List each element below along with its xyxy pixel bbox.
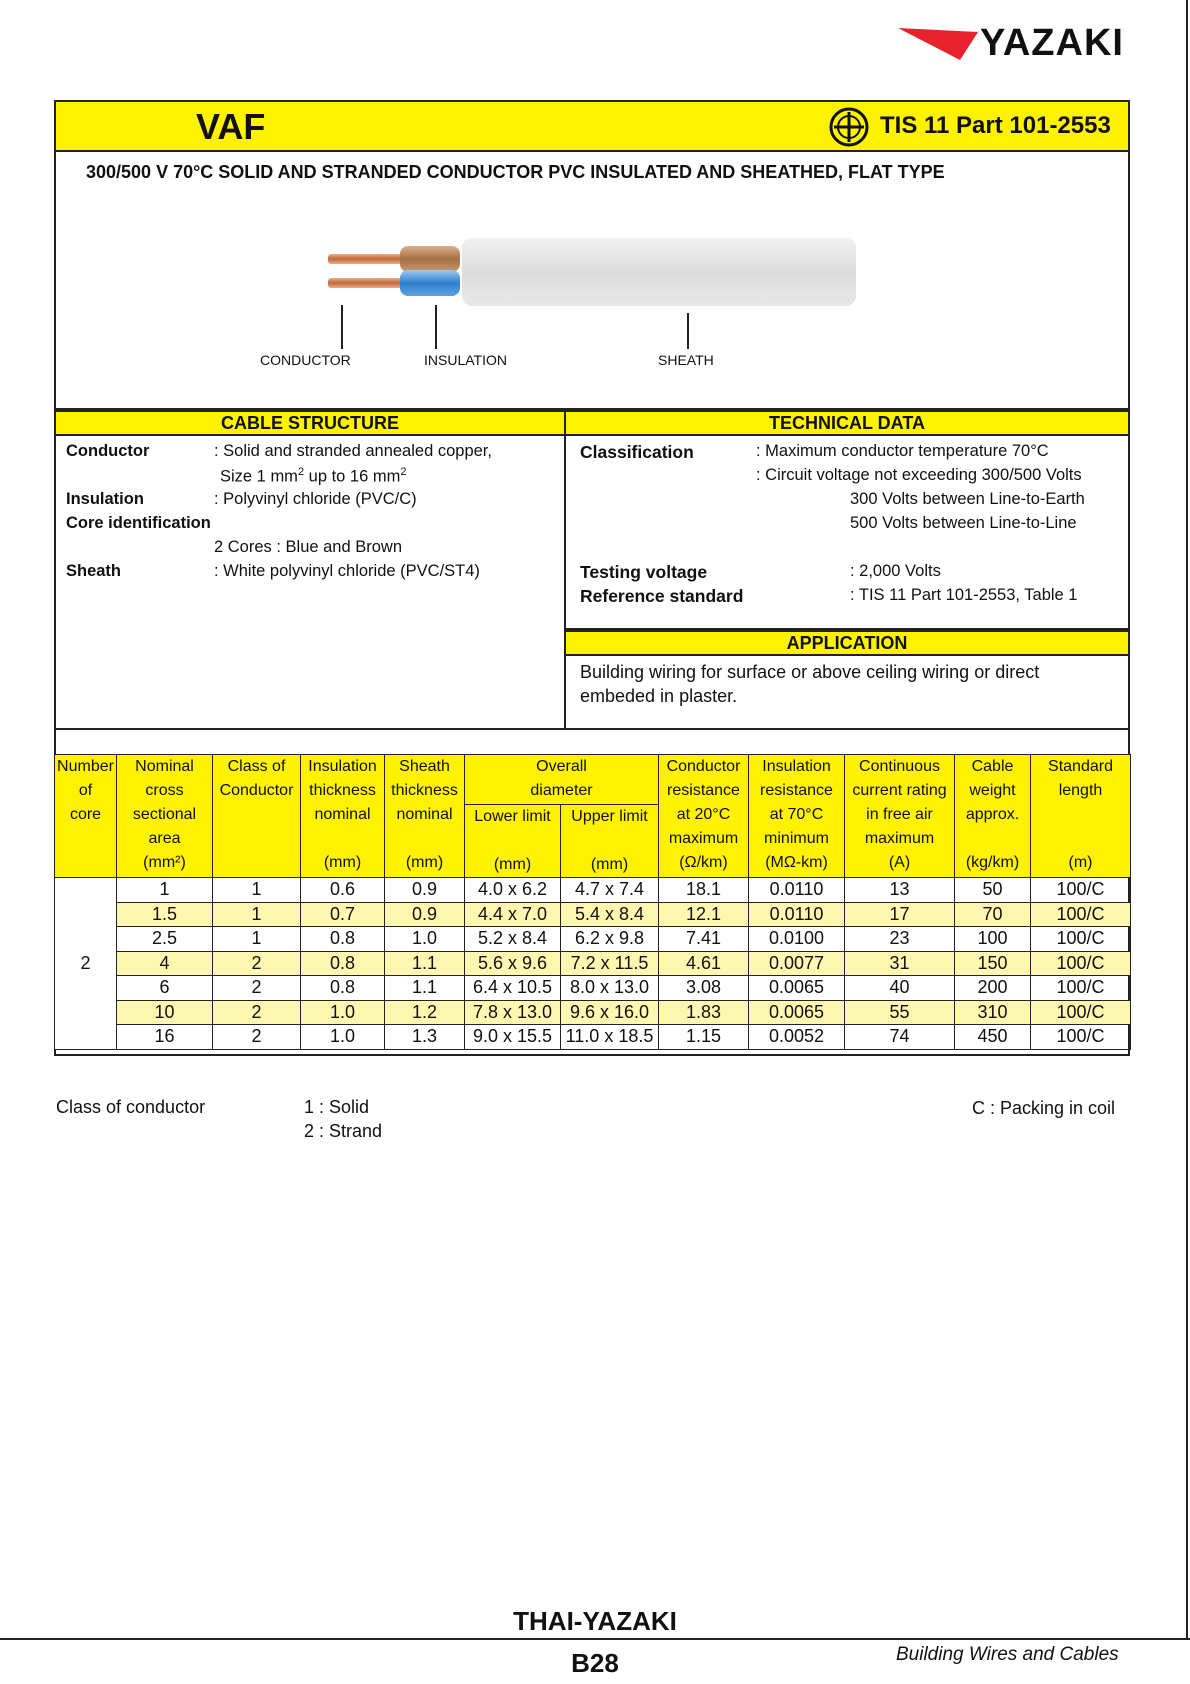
product-name: VAF <box>196 106 266 147</box>
table-cell: 100/C <box>1031 951 1131 976</box>
table-cell: 1.1 <box>385 976 465 1001</box>
header-line: Upper limit <box>571 808 648 825</box>
table-row <box>55 951 1131 976</box>
table-cell: 1.3 <box>385 1025 465 1050</box>
table-cell: 3.08 <box>659 976 749 1001</box>
header-line: thickness <box>309 782 376 799</box>
header-line: Insulation <box>308 758 377 775</box>
sheath-label: SHEATH <box>658 352 714 368</box>
header-line: (mm) <box>323 854 362 871</box>
header-line: maximum <box>668 830 739 847</box>
class-1-note: 1 : Solid <box>304 1097 370 1117</box>
header-line: Standard <box>1048 758 1113 775</box>
table-cell: 0.8 <box>301 927 385 952</box>
table-cell: 0.0065 <box>749 1000 845 1025</box>
table-cell: 40 <box>845 976 955 1001</box>
table-cell: 100/C <box>1031 1000 1131 1025</box>
header-line: Number <box>57 758 114 775</box>
table-cell: 100/C <box>1031 878 1131 903</box>
table-cell: 4.4 x 7.0 <box>465 902 561 927</box>
core-id-value: 2 Cores : Blue and Brown <box>214 538 403 556</box>
header-line: in free air <box>866 806 933 823</box>
table-cell: 1.1 <box>385 951 465 976</box>
classification-voltage: : Circuit voltage not exceeding 300/500 Volts <box>756 466 1082 484</box>
header-line: Lower limit <box>474 808 551 825</box>
header-line <box>385 827 464 851</box>
header-line: Insulation <box>762 758 831 775</box>
table-cell: 70 <box>955 902 1031 927</box>
header-line: maximum <box>864 830 935 847</box>
table-cell: 8.0 x 13.0 <box>561 976 659 1001</box>
table-cell: 100 <box>955 927 1031 952</box>
header-line: (mm²) <box>143 854 186 871</box>
cable-illustration <box>326 238 858 310</box>
table-row <box>55 976 1131 1001</box>
table-cell: 100/C <box>1031 927 1131 952</box>
header-line <box>561 829 658 853</box>
table-cell: 0.8 <box>301 976 385 1001</box>
header-line: sectional <box>132 806 197 823</box>
table-cell: 0.6 <box>301 878 385 903</box>
reference-standard-value: : TIS 11 Part 101-2553, Table 1 <box>850 586 1078 604</box>
header-line: (MΩ-km) <box>765 854 828 871</box>
table-row <box>55 1025 1131 1050</box>
table-cell: 1.5 <box>117 902 213 927</box>
table-cell: 0.0110 <box>749 878 845 903</box>
sup: 2 <box>400 466 407 478</box>
testing-voltage-heading: Testing voltage <box>580 562 708 582</box>
table-cell: 5.4 x 8.4 <box>561 902 659 927</box>
table-cell: 7.2 x 11.5 <box>561 951 659 976</box>
table-row <box>55 878 1131 903</box>
table-cell: 1.0 <box>301 1000 385 1025</box>
conductor-label: CONDUCTOR <box>260 352 351 368</box>
table-cell: 2 <box>213 951 301 976</box>
table-cell: 6 <box>117 976 213 1001</box>
table-cell: 1.83 <box>659 1000 749 1025</box>
header-line: nominal <box>314 806 371 823</box>
class-2-note: 2 : Strand <box>304 1121 383 1141</box>
header-sheath-thickness <box>385 755 465 878</box>
header-class-of-conductor <box>213 755 301 878</box>
header-line: resistance <box>667 782 740 799</box>
footer-company: THAI-YAZAKI <box>513 1606 677 1636</box>
header-line: (mm) <box>493 856 532 873</box>
sheath-pointer <box>687 313 689 349</box>
header-line: length <box>1058 782 1103 799</box>
table-cell: 100/C <box>1031 976 1131 1001</box>
header-insulation-thickness <box>301 755 385 878</box>
classification-temp: : Maximum conductor temperature 70°C <box>756 442 1049 460</box>
header-line <box>1031 827 1130 851</box>
page-edge-rule <box>1186 0 1188 1640</box>
table-cell: 0.0110 <box>749 902 845 927</box>
insulation-pointer <box>435 305 437 349</box>
table-cell: 74 <box>845 1025 955 1050</box>
table-cell: 0.0052 <box>749 1025 845 1050</box>
class-of-conductor-label: Class of conductor <box>56 1097 206 1117</box>
classification-heading: Classification <box>580 442 694 462</box>
table-cell: 5.6 x 9.6 <box>465 951 561 976</box>
sheath-heading: Sheath <box>66 562 122 580</box>
header-line <box>465 829 560 853</box>
table-cell: 7.41 <box>659 927 749 952</box>
brand-name: YAZAKI <box>980 22 1124 64</box>
table-cell: 0.7 <box>301 902 385 927</box>
table-cell: 2.5 <box>117 927 213 952</box>
header-line: (m) <box>1068 854 1093 871</box>
header-line: (kg/km) <box>965 854 1020 871</box>
classification-line-line: 500 Volts between Line-to-Line <box>850 514 1077 532</box>
table-cell: 0.9 <box>385 902 465 927</box>
table-cell: 9.6 x 16.0 <box>561 1000 659 1025</box>
header-line: Conductor <box>666 758 741 775</box>
header-line: current rating <box>852 782 947 799</box>
application-line-1: Building wiring for surface or above ceiling wiring or direct <box>580 662 1040 682</box>
table-cell: 9.0 x 15.5 <box>465 1025 561 1050</box>
table-cell: 1.2 <box>385 1000 465 1025</box>
table-cell: 0.0077 <box>749 951 845 976</box>
footer-rule <box>0 1638 1190 1640</box>
table-cell: 55 <box>845 1000 955 1025</box>
testing-voltage-value: : 2,000 Volts <box>850 562 941 580</box>
sheath-value: : White polyvinyl chloride (PVC/ST4) <box>214 562 480 580</box>
conductor-value: : Solid and stranded annealed copper, <box>214 442 492 460</box>
table-cell: 100/C <box>1031 902 1131 927</box>
table-cell: 310 <box>955 1000 1031 1025</box>
header-line: (mm) <box>590 856 629 873</box>
header-line: Cable <box>971 758 1014 775</box>
header-line: core <box>69 806 102 823</box>
header-conductor-resistance <box>659 755 749 878</box>
conductor-pointer <box>341 305 343 349</box>
header-lower-limit <box>465 805 561 878</box>
header-line: nominal <box>396 806 453 823</box>
header-standard-length <box>1031 755 1131 878</box>
header-line: Conductor <box>219 782 294 799</box>
header-line: Class of <box>227 758 286 775</box>
header-line: Continuous <box>859 758 940 775</box>
conductor-heading: Conductor <box>66 442 150 460</box>
table-cell: 6.4 x 10.5 <box>465 976 561 1001</box>
header-line: Nominal <box>135 758 194 775</box>
footer-category: Building Wires and Cables <box>896 1644 1119 1665</box>
table-cell: 13 <box>845 878 955 903</box>
header-line: (A) <box>888 854 911 871</box>
table-cell: 2 <box>213 1025 301 1050</box>
header-line: minimum <box>764 830 829 847</box>
table-cell: 1 <box>213 902 301 927</box>
table-cell: 10 <box>117 1000 213 1025</box>
table-cell: 200 <box>955 976 1031 1001</box>
table-cell: 1 <box>213 878 301 903</box>
cable-structure-header: CABLE STRUCTURE <box>54 410 566 436</box>
header-line <box>955 827 1030 851</box>
header-line: (mm) <box>405 854 444 871</box>
header-line: weight <box>969 782 1016 799</box>
header-cable-weight <box>955 755 1031 878</box>
table-cell: 1.0 <box>385 927 465 952</box>
table-cell: 4.61 <box>659 951 749 976</box>
insulation-label: INSULATION <box>424 352 507 368</box>
specification-table <box>54 754 1131 1050</box>
header-line <box>301 827 384 851</box>
table-cell: 0.9 <box>385 878 465 903</box>
reference-standard-heading: Reference standard <box>580 586 744 606</box>
table-cell: 31 <box>845 951 955 976</box>
table-cell: 23 <box>845 927 955 952</box>
tis-standard-mark-icon <box>828 106 870 148</box>
header-line: Sheath <box>399 758 450 775</box>
table-cell: 4.7 x 7.4 <box>561 878 659 903</box>
page-number: B28 <box>571 1648 619 1678</box>
table-cell: 17 <box>845 902 955 927</box>
packing-note: C : Packing in coil <box>972 1098 1116 1118</box>
header-line: at 20°C <box>676 806 731 823</box>
insulation-value: : Polyvinyl chloride (PVC/C) <box>214 490 417 508</box>
table-cell: 0.0100 <box>749 927 845 952</box>
table-cell: 0.8 <box>301 951 385 976</box>
header-overall-diameter <box>465 755 659 805</box>
table-cell: 2 <box>213 976 301 1001</box>
table-cell: 50 <box>955 878 1031 903</box>
sup: 2 <box>297 466 305 478</box>
table-cell: 12.1 <box>659 902 749 927</box>
header-line: at 70°C <box>769 806 824 823</box>
header-line: diameter <box>530 782 593 799</box>
table-cell: 16 <box>117 1025 213 1050</box>
table-cell: 7.8 x 13.0 <box>465 1000 561 1025</box>
table-cell: 1 <box>213 927 301 952</box>
table-cell: 11.0 x 18.5 <box>561 1025 659 1050</box>
table-cell: 6.2 x 9.8 <box>561 927 659 952</box>
header-line: approx. <box>965 806 1020 823</box>
table-cell: 1.0 <box>301 1025 385 1050</box>
table-cell: 450 <box>955 1025 1031 1050</box>
header-line: area <box>148 830 181 847</box>
table-cell: 1 <box>117 878 213 903</box>
conductor-size <box>220 466 406 487</box>
header-line: of <box>78 782 93 799</box>
header-upper-limit <box>561 805 659 878</box>
insulation-heading: Insulation <box>66 490 144 508</box>
divider <box>54 728 1130 730</box>
header-line: thickness <box>391 782 458 799</box>
table-cell: 100/C <box>1031 1025 1131 1050</box>
size-to: up to 16 mm <box>304 467 401 486</box>
table-cell: 0.0065 <box>749 976 845 1001</box>
core-id-heading: Core identification <box>66 514 211 532</box>
table-cell: 4 <box>117 951 213 976</box>
header-number-of-core <box>55 755 117 878</box>
product-description: 300/500 V 70°C SOLID AND STRANDED CONDUCTOR PVC INSULATED AND SHEATHED, FLAT TYPE <box>86 162 945 182</box>
size-from: Size 1 mm <box>220 467 298 486</box>
header-line: (Ω/km) <box>679 854 728 871</box>
column-divider <box>564 408 566 730</box>
table-row <box>55 1000 1131 1025</box>
table-cell: 1.15 <box>659 1025 749 1050</box>
header-line: resistance <box>760 782 833 799</box>
classification-line-earth: 300 Volts between Line-to-Earth <box>850 490 1085 508</box>
header-line: Overall <box>536 758 587 775</box>
header-line <box>1031 803 1130 827</box>
table-row <box>55 927 1131 952</box>
product-standard: TIS 11 Part 101-2553 <box>880 112 1111 139</box>
application-header: APPLICATION <box>564 630 1130 656</box>
application-line-2: embeded in plaster. <box>580 686 738 706</box>
table-cell: 2 <box>213 1000 301 1025</box>
number-of-core-cell: 2 <box>55 878 117 1050</box>
logo-wing-icon <box>898 28 978 60</box>
table-cell: 18.1 <box>659 878 749 903</box>
table-cell: 4.0 x 6.2 <box>465 878 561 903</box>
header-cross-sectional-area <box>117 755 213 878</box>
header-line: cross <box>145 782 184 799</box>
table-cell: 5.2 x 8.4 <box>465 927 561 952</box>
header-current-rating <box>845 755 955 878</box>
technical-data-header: TECHNICAL DATA <box>564 410 1130 436</box>
table-cell: 150 <box>955 951 1031 976</box>
yazaki-logo <box>898 22 1138 72</box>
table-row <box>55 902 1131 927</box>
header-insulation-resistance <box>749 755 845 878</box>
